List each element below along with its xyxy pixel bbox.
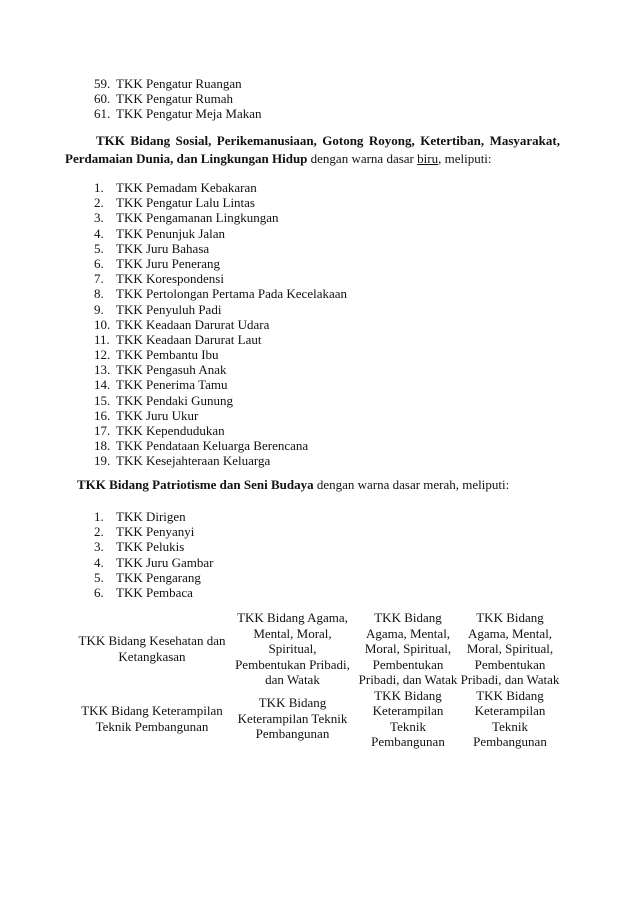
table-cell-line: dan Watak [265, 672, 320, 687]
table-cell-line: Teknik [492, 718, 528, 734]
list-item [94, 76, 262, 91]
table-cell-line: Pembangunan [473, 734, 547, 749]
list-item [94, 453, 347, 468]
list-item [94, 423, 347, 438]
table-cell-line: Pribadi, dan Watak [358, 672, 458, 687]
list-item-text: TKK Pelukis [116, 539, 185, 555]
table-cell [76, 610, 228, 688]
list-item-number: 9. [94, 301, 104, 317]
table-row [76, 688, 561, 750]
list-item-number: 1. [94, 180, 104, 195]
table-cell-line: Agama, Mental, [365, 625, 451, 641]
table-cell [459, 688, 561, 750]
list-item-number: 2. [94, 195, 104, 211]
list-item-number: 16. [94, 407, 111, 423]
table-cell-line: Moral, Spiritual, [466, 641, 554, 656]
list-item [94, 226, 347, 241]
table-cell-line: Keterampilan Teknik [237, 710, 348, 726]
list-item-text: TKK Pengarang [116, 569, 201, 585]
list-item-text: TKK Pengasuh Anak [116, 362, 227, 378]
list-item-number: 18. [94, 438, 111, 454]
list-item-number: 3. [94, 210, 104, 226]
table-cell-line: TKK Bidang [476, 687, 544, 703]
list-item-text: TKK Penerima Tamu [116, 377, 228, 393]
list-item-text: TKK Pemadam Kebakaran [116, 180, 257, 195]
tkk-table [76, 610, 561, 750]
list-item [94, 524, 213, 539]
list-item-number: 19. [94, 453, 111, 469]
list-item [94, 408, 347, 423]
list-item [94, 570, 213, 585]
list-item [94, 91, 262, 106]
list-item [94, 210, 347, 225]
list-item-number: 2. [94, 524, 104, 540]
table-cell-line: Pribadi, dan Watak [460, 672, 560, 687]
table-cell-line: Agama, Mental, [467, 625, 553, 641]
list-item-text: TKK Pengatur Ruangan [116, 76, 242, 91]
table-cell-line: TKK Bidang Kesehatan dan [78, 633, 226, 649]
list-item-text: TKK Penunjuk Jalan [116, 225, 226, 241]
list-item-number: 10. [94, 316, 111, 332]
list-item [94, 362, 347, 377]
list-item-text: TKK Pengatur Lalu Lintas [116, 195, 255, 211]
table-cell-line: Keterampilan [372, 703, 444, 718]
section-sosial-bold-1: TKK Bidang Sosial, Perikemanusiaan, Gotong Royong, Ketertiban, Masyarakat, [96, 133, 560, 148]
list-item-text: TKK Keadaan Darurat Udara [116, 316, 270, 332]
list-item-number: 17. [94, 423, 111, 438]
list-item-text: TKK Pembantu Ibu [116, 347, 219, 363]
list-item [94, 377, 347, 392]
list-item-text: TKK Pengatur Rumah [116, 91, 233, 107]
list-item-text: TKK Kesejahteraan Keluarga [116, 453, 271, 469]
list-item [94, 539, 213, 554]
list-item-text: TKK Juru Penerang [116, 255, 220, 271]
table-cell-line: Pembentukan [372, 656, 444, 672]
list-item-number: 61. [94, 106, 111, 122]
table-cell [357, 688, 459, 750]
table-cell [228, 610, 357, 688]
list-item [94, 256, 347, 271]
list-item-number: 6. [94, 584, 104, 600]
list-item [94, 332, 347, 347]
table-cell [459, 610, 561, 688]
list-item-text: TKK Penyanyi [116, 524, 195, 540]
list-item-number: 4. [94, 554, 104, 570]
table-cell-line: TKK Bidang [476, 610, 544, 625]
list-item-text: TKK Pendataan Keluarga Berencana [116, 438, 309, 454]
list-item-text: TKK Penyuluh Padi [116, 301, 222, 317]
list-item [94, 195, 347, 210]
list-item-number: 13. [94, 362, 111, 378]
list-item [94, 302, 347, 317]
list-item-number: 14. [94, 377, 111, 393]
list-item-number: 6. [94, 255, 104, 271]
table-cell-line: TKK Bidang [258, 695, 327, 711]
section-sosial-color: biru [417, 151, 439, 166]
table-cell-line: Pembangunan [255, 726, 330, 742]
list-item [94, 555, 213, 570]
list-item-text: TKK Pengatur Meja Makan [116, 106, 262, 122]
list-item-text: TKK Keadaan Darurat Laut [116, 331, 262, 347]
list-patriotisme [94, 509, 213, 600]
section-sosial-bold-2: Perdamaian Dunia, dan Lingkungan Hidup [65, 151, 308, 166]
table-cell [228, 688, 357, 750]
table-row [76, 610, 561, 688]
list-item-text: TKK Juru Gambar [116, 554, 214, 570]
list-item-text: TKK Dirigen [116, 509, 186, 524]
list-item [94, 585, 213, 600]
list-item [94, 106, 262, 121]
list-item-text: TKK Pengamanan Lingkungan [116, 210, 279, 226]
table-cell-line: Pembangunan [371, 734, 445, 749]
list-sosial [94, 180, 347, 469]
list-item-number: 15. [94, 392, 111, 408]
list-item-text: TKK Korespondensi [116, 271, 224, 287]
section-patriotisme-heading [77, 476, 560, 494]
list-item-text: TKK Juru Bahasa [116, 240, 210, 256]
list-item-number: 60. [94, 91, 111, 107]
table-cell-line: Teknik [390, 718, 426, 734]
list-top [94, 76, 262, 122]
table-cell-line: Ketangkasan [118, 648, 186, 664]
list-item-text: TKK Kependudukan [116, 423, 225, 438]
list-item-number: 1. [94, 509, 104, 524]
section-sosial-text: dengan warna dasar [307, 151, 418, 166]
list-item-number: 8. [94, 286, 104, 302]
list-item-number: 5. [94, 569, 104, 585]
list-item-number: 12. [94, 347, 111, 363]
table-cell-line: TKK Bidang Agama, [237, 610, 348, 625]
section-patriotisme-bold: TKK Bidang Patriotisme dan Seni Budaya [77, 477, 314, 492]
table-cell [357, 610, 459, 688]
list-item-text: TKK Juru Ukur [116, 407, 199, 423]
list-item [94, 509, 213, 524]
table-cell-line: Keterampilan [474, 703, 546, 718]
table-cell-line: TKK Bidang [374, 610, 442, 625]
list-item-number: 4. [94, 225, 104, 241]
table-cell-line: Teknik Pembangunan [95, 718, 209, 734]
list-item-text: TKK Pendaki Gunung [116, 392, 233, 408]
section-sosial-text-end: , meliputi: [438, 151, 492, 166]
table-cell-line: Pembentukan Pribadi, [235, 656, 350, 672]
section-patriotisme-text: dengan warna dasar merah, meliputi: [313, 477, 510, 492]
list-item [94, 241, 347, 256]
list-item [94, 271, 347, 286]
list-item-number: 59. [94, 76, 111, 91]
table-cell-line: Moral, Spiritual, [364, 641, 452, 656]
list-item [94, 438, 347, 453]
section-sosial-heading [65, 132, 560, 168]
list-item [94, 317, 347, 332]
list-item [94, 347, 347, 362]
table-cell-line: TKK Bidang Keterampilan [81, 703, 223, 718]
list-item-number: 5. [94, 240, 104, 256]
table-cell-line: Pembentukan [474, 656, 546, 672]
table-cell-line: TKK Bidang [374, 687, 442, 703]
list-item-text: TKK Pertolongan Pertama Pada Kecelakaan [116, 286, 348, 302]
list-item-number: 11. [94, 331, 110, 347]
list-item-number: 3. [94, 539, 104, 555]
table-cell [76, 688, 228, 750]
list-item-number: 7. [94, 271, 104, 287]
list-item-text: TKK Pembaca [116, 584, 193, 600]
table-cell-line: Mental, Moral, Spiritual, [253, 625, 332, 656]
list-item [94, 286, 347, 301]
list-item [94, 393, 347, 408]
list-item [94, 180, 347, 195]
